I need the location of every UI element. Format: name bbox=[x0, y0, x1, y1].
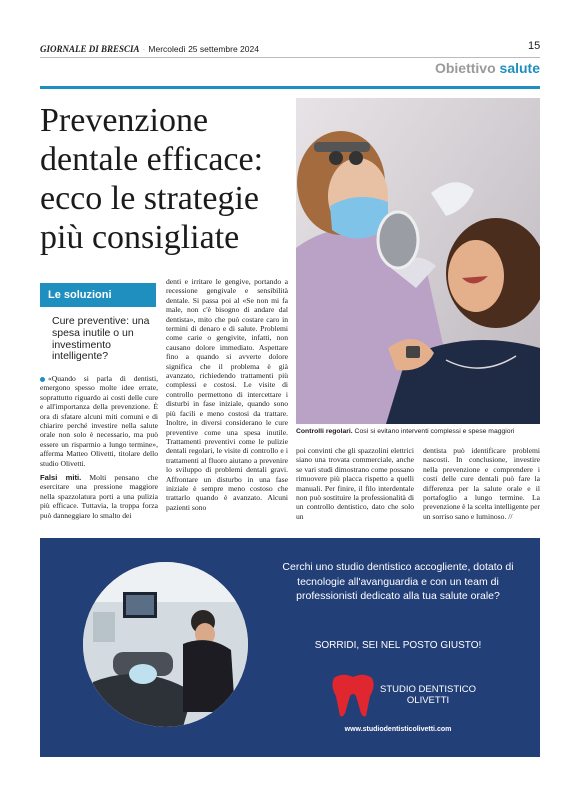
masthead: GIORNALE DI BRESCIA · Mercoledì 25 settembre 2024 bbox=[40, 44, 259, 54]
col1-lead: Falsi miti. bbox=[40, 473, 82, 483]
dentist-photo bbox=[296, 98, 540, 424]
newspaper-name: GIORNALE DI BRESCIA bbox=[40, 44, 140, 54]
advertisement bbox=[40, 538, 540, 757]
headline-line: ecco le strategie bbox=[40, 180, 259, 217]
col4-paragraph: dentista può identificare problemi nascosti. In conclusione, investire nella prevenzione e comprendere i costi delle cure dentali può fare la differenza per la salute orale e il portafoglio a lungo termine. La prevenzione è la scelta intelligente per un sorriso sano e luminoso. bbox=[423, 446, 540, 521]
col3-paragraph: poi convinti che gli spazzolini elettrici siano una trovata commerciale, anche se vari studi dimostrano come possano rimuovere più placca rispetto a quelli manuali. Per finire, il filo interdentale non può sostituire la professionalità di un controllo dentistico, dato che solo un bbox=[296, 446, 414, 521]
col2-paragraph: denti e irritare le gengive, portando a recessione gengivale e sensibilità dentale. Si passa poi al «Se non mi fa male, non c'è bisogno di andare dal dentista», mito che può costare caro in termini di denaro e di salute. Problemi come carie o gengivite, infatti, non causano dolore immediato. Aspettare fino a quando si avverte dolore significa che il problema è già avanzato, richiedendo trattamenti più complessi e costosi. Le visite di controllo permettono di intercettare i disturbi in fase iniziale, quando sono più facili e meno costosi da trattare. Inoltre, in diversi considerano le cure preventive come una spesa inutile. Trattamenti preventivi come le pulizie dentali regolari, le visite di controllo e i trattamenti al fluoro aiutano a prevenire lo sviluppo di problemi dentali gravi. Affrontare un disturbo in una fase iniziale è sempre meno costoso che trattarlo quando è avanzato. Alcuni pazienti sono bbox=[166, 277, 288, 512]
ad-brand bbox=[380, 684, 476, 706]
col1-paragraph: «Quando si parla di dentisti, emergono spesso molte idee errate, soprattutto riguardo ai costi delle cure e all'importanza della prevenzione. È ora di sfatare alcuni miti comuni e di chiarire perché investire nella salute orale non solo è necessario, ma può essere un risparmio a lungo termine», afferma Matteo Olivetti, titolare dello studio Olivetti. bbox=[40, 374, 158, 468]
header-divider bbox=[40, 57, 540, 58]
article-column-2 bbox=[166, 277, 288, 517]
article-headline bbox=[40, 101, 292, 257]
section-name: salute bbox=[499, 60, 540, 76]
brand-line-2: OLIVETTI bbox=[406, 695, 450, 706]
ad-website[interactable]: www.studiodentisticolivetti.com bbox=[344, 726, 452, 733]
bullet-icon bbox=[40, 377, 45, 382]
ad-text: Cerchi uno studio dentistico accogliente, dotato di tecnologie all'avanguardia e con un team di professionisti dedicato alla tua salute orale? bbox=[282, 561, 514, 602]
section-title bbox=[435, 60, 540, 76]
ad-cta: SORRIDI, SEI NEL POSTO GIUSTO! bbox=[314, 640, 482, 651]
brand-line-1: STUDIO DENTISTICO bbox=[380, 684, 477, 695]
col1-paragraph: Molti pensano che esercitare una pressione maggiore nella spazzolatura porti a una pulizia più efficace. Tuttavia, la troppa forza può danneggiare lo smalto dei bbox=[40, 473, 158, 520]
article-column-3 bbox=[296, 446, 414, 526]
headline-line: dentale efficace: bbox=[40, 141, 264, 178]
solutions-label: Le soluzioni bbox=[40, 283, 156, 307]
article-column-4 bbox=[423, 446, 540, 526]
issue-date: Mercoledì 25 settembre 2024 bbox=[148, 44, 259, 54]
section-rule bbox=[40, 86, 540, 89]
page-number: 15 bbox=[528, 40, 541, 52]
caption-text: Così si evitano interventi complessi e spese maggiori bbox=[354, 428, 515, 435]
end-mark: // bbox=[508, 511, 513, 521]
headline-line: Prevenzione bbox=[40, 102, 209, 139]
headline-line: più consigliate bbox=[40, 219, 240, 256]
tooth-logo-icon bbox=[328, 672, 378, 718]
ad-clinic-illustration bbox=[83, 562, 248, 727]
article-column-1 bbox=[40, 374, 158, 525]
dentist-photo-illustration bbox=[296, 98, 540, 424]
article-subhead: Cure preventive: una spesa inutile o un investimento intelligente? bbox=[52, 315, 150, 363]
photo-caption bbox=[296, 428, 540, 435]
section-prefix: Obiettivo bbox=[434, 60, 496, 76]
ad-photo bbox=[83, 562, 248, 727]
caption-lead: Controlli regolari. bbox=[296, 428, 353, 435]
